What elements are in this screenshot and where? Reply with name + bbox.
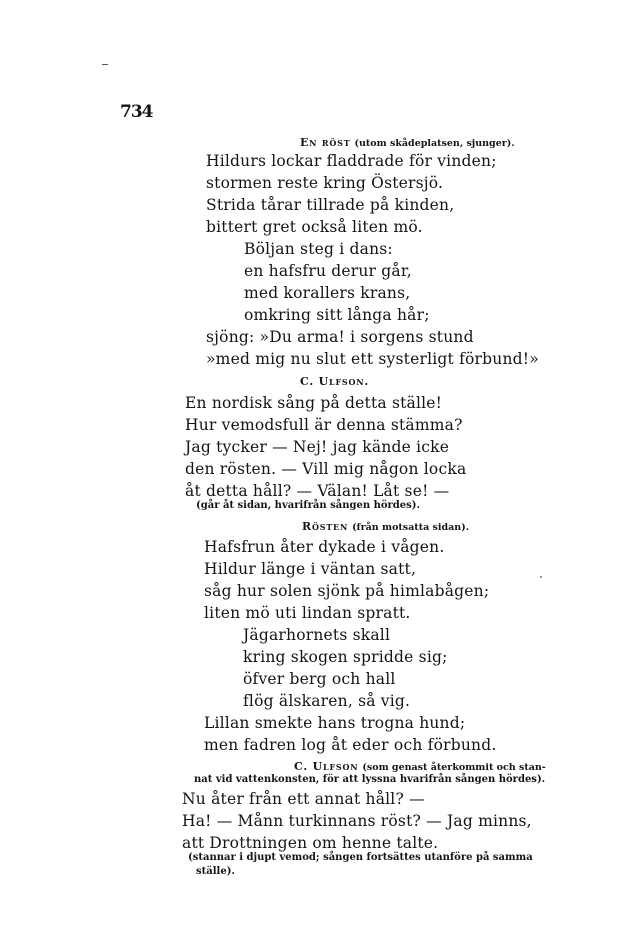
verse-line: flög älskaren, så vig.	[243, 692, 411, 710]
verse-line: kring skogen spridde sig;	[243, 648, 448, 666]
speaker-name: C. Ulfson.	[300, 375, 370, 388]
print-speck	[540, 576, 542, 578]
speaker-name: C. Ulfson	[294, 760, 359, 773]
verse-line: »med mig nu slut ett systerligt förbund!»	[206, 350, 539, 368]
page-number: 734	[120, 102, 153, 122]
stage-direction: (utom skådeplatsen, sjunger).	[354, 138, 515, 149]
speaker-line-rosten	[302, 520, 469, 534]
verse-line: Hildur länge i väntan satt,	[204, 560, 417, 578]
dialogue-line: den rösten. — Vill mig någon locka	[185, 460, 467, 478]
stage-direction-cont: ställe).	[196, 866, 235, 877]
verse-line: bittert gret också liten mö.	[206, 218, 423, 236]
verse-line: sjöng: »Du arma! i sorgens stund	[206, 328, 474, 346]
dialogue-line: Nu åter från ett annat håll? —	[182, 790, 425, 808]
verse-line: Lillan smekte hans trogna hund;	[204, 714, 466, 732]
dialogue-line: åt detta håll? — Välan! Låt se! —	[185, 482, 450, 500]
verse-line: liten mö uti lindan spratt.	[204, 604, 411, 622]
speaker-line-en-rost	[300, 136, 515, 150]
dialogue-line: Ha! — Månn turkinnans röst? — Jag minns,	[182, 812, 532, 830]
speaker-line-ulfson-2	[294, 760, 546, 774]
verse-line: Jägarhornets skall	[243, 626, 391, 644]
dialogue-line: Hur vemodsfull är denna stämma?	[185, 416, 463, 434]
verse-line: en hafsfru derur går,	[244, 262, 412, 280]
stage-direction: (som genast återkommit och stan-	[362, 762, 546, 773]
stage-direction: (stannar i djupt vemod; sången fortsättes utanföre på samma	[188, 852, 533, 863]
stage-direction: (går åt sidan, hvarifrån sången hördes).	[196, 500, 420, 511]
speaker-line-ulfson	[300, 375, 369, 388]
margin-mark	[102, 64, 108, 65]
speaker-name: Rösten	[302, 520, 349, 533]
verse-line: Hafsfrun åter dykade i vågen.	[204, 538, 445, 556]
verse-line: med korallers krans,	[244, 284, 411, 302]
verse-line: Hildurs lockar fladdrade för vinden;	[206, 152, 497, 170]
verse-line: omkring sitt långa hår;	[244, 306, 430, 324]
stage-direction-cont: nat vid vattenkonsten, för att lyssna hvarifrån sången hördes).	[194, 774, 546, 785]
stage-direction: (från motsatta sidan).	[352, 522, 470, 533]
dialogue-line: att Drottningen om henne talte.	[182, 834, 439, 852]
dialogue-line: Jag tycker — Nej! jag kände icke	[185, 438, 450, 456]
verse-line: stormen reste kring Östersjö.	[206, 174, 444, 192]
verse-line: öfver berg och hall	[243, 670, 396, 688]
verse-line: men fadren log åt eder och förbund.	[204, 736, 497, 754]
speaker-name: En röst	[300, 136, 351, 149]
verse-line: Böljan steg i dans:	[244, 240, 393, 258]
verse-line: Strida tårar tillrade på kinden,	[206, 196, 455, 214]
verse-line: såg hur solen sjönk på himlabågen;	[204, 582, 490, 600]
dialogue-line: En nordisk sång på detta ställe!	[185, 394, 443, 412]
